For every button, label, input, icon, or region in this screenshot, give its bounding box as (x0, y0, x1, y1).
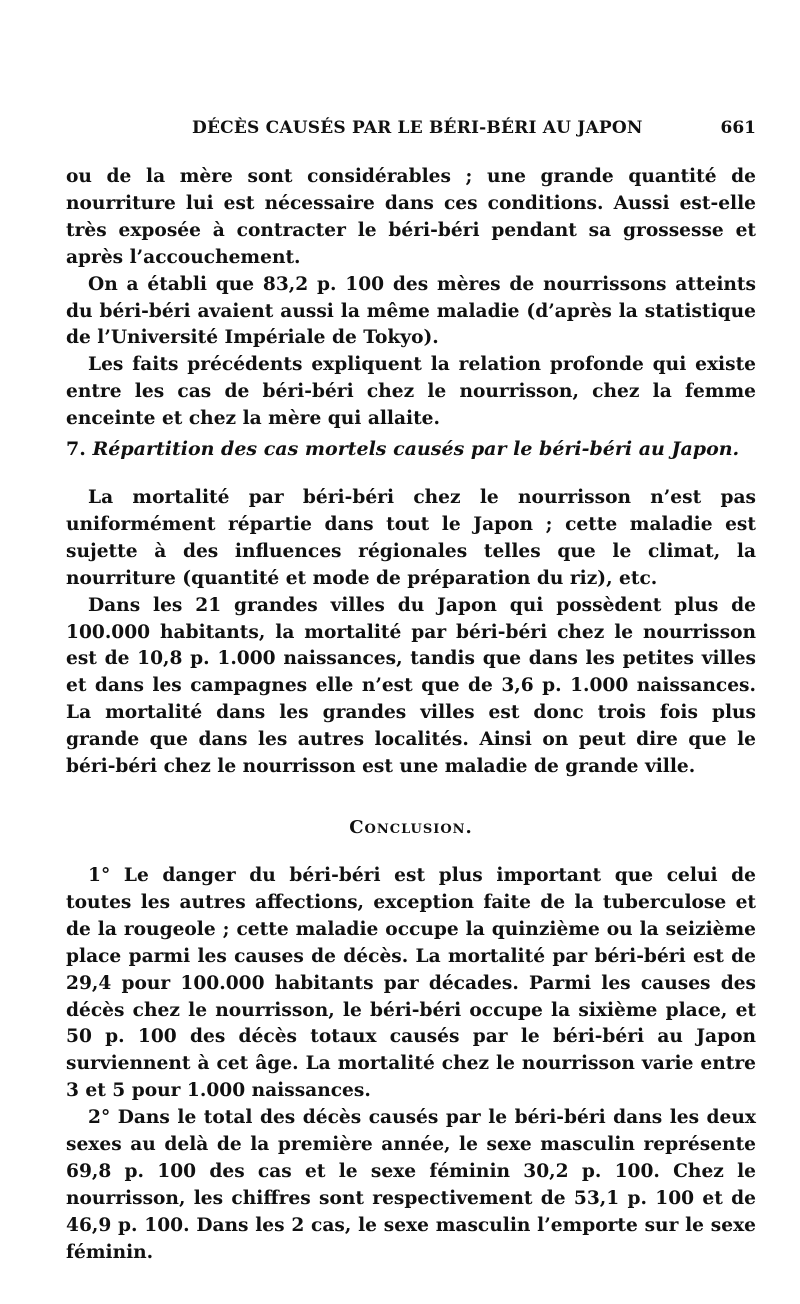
paragraph: Les faits précédents expliquent la relation profonde qui existe entre les cas de béri-béri chez le nourrisson, chez la femme enceinte et chez la mère qui allaite. (66, 354, 756, 430)
paragraph: 1° Le danger du béri-béri est plus important que celui de toutes les autres affections, exception faite de la tuberculose et de la rougeole ; cette maladie occupe la quinzième ou la seizième place parmi les causes de décès. La mortalité par béri-béri est de 29,4 pour 100.000 habitants par décades. Parmi les causes des décès chez le nourrisson, le béri-béri occupe la sixième place, et 50 p. 100 des décès totaux causés par le béri-béri au Japon surviennent à cet âge. La mortalité chez le nourrisson varie entre 3 et 5 pour 1.000 naissances. (66, 865, 756, 1102)
section-number: 7. (66, 438, 86, 460)
section-heading (66, 436, 756, 462)
running-title: DÉCÈS CAUSÉS PAR LE BÉRI-BÉRI AU JAPON (192, 118, 643, 138)
paragraph: 2° Dans le total des décès causés par le béri-béri dans les deux sexes au delà de la première année, le sexe masculin représente 69,8 p. 100 des cas et le sexe féminin 30,2 p. 100. Chez le nourrisson, les chiffres sont respectivement de 53,1 p. 100 et de 46,9 p. 100. Dans les 2 cas, le sexe masculin l’emporte sur le sexe féminin. (66, 1107, 756, 1263)
conclusion-heading: Conclusion. (349, 817, 473, 838)
paragraph: La mortalité par béri-béri chez le nourrisson n’est pas uniformément répartie dans tout le Japon ; cette maladie est sujette à des influences régionales telles que le climat, la nourriture (quantité et mode de préparation du riz), etc. (66, 487, 756, 589)
conclusion-text (66, 863, 756, 1267)
running-head (66, 118, 756, 144)
paragraph: ou de la mère sont considérables ; une grande quantité de nourriture lui est nécessaire dans ces conditions. Aussi est-elle très exposée à contracter le béri-béri pendant sa grossesse et après l’accouchement. (66, 166, 756, 268)
book-page (66, 0, 756, 1304)
section-7-text (66, 485, 756, 781)
paragraph: Dans les 21 grandes villes du Japon qui possèdent plus de 100.000 habitants, la mortalité par béri-béri chez le nourrisson est de 10,8 p. 1.000 naissances, tandis que dans les petites villes et dans les campagnes elle n’est que de 3,6 p. 1.000 naissances. La mortalité dans les grandes villes est donc trois fois plus grande que dans les autres localités. Ainsi on peut dire que le béri-béri chez le nourrisson est une maladie de grande ville. (66, 594, 756, 778)
paragraph: On a établi que 83,2 p. 100 des mères de nourrissons atteints du béri-béri avaient aussi la même maladie (d’après la statistique de l’Université Impériale de Tokyo). (66, 273, 756, 349)
section-7-heading-block (66, 436, 756, 462)
intro-text (66, 164, 756, 433)
section-title: Répartition des cas mortels causés par le béri-béri au Japon. (92, 438, 740, 460)
page-number: 661 (720, 118, 756, 138)
